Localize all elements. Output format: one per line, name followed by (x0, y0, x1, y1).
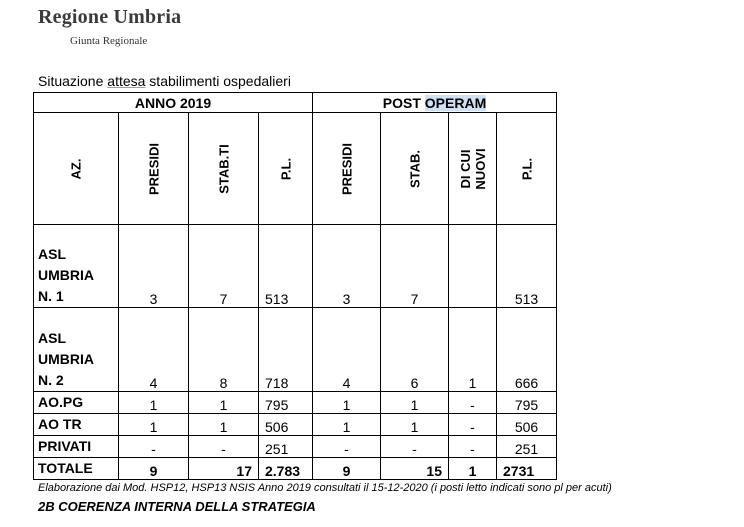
row-label (34, 225, 119, 308)
cell-stabti: - (189, 436, 259, 458)
row-label (34, 308, 119, 392)
cell-presidi-post: - (313, 436, 381, 458)
table-row-total (34, 458, 557, 480)
cell-stab-post: - (381, 436, 449, 458)
cell-pl-post: 506 (497, 414, 557, 436)
cell-stabti: 8 (189, 308, 259, 392)
table-row (34, 414, 557, 436)
col-stabti-label: STAB.TI (216, 143, 231, 194)
cell-stabti: 17 (189, 458, 259, 480)
hospital-table (33, 92, 557, 480)
table-title-part2: attesa (107, 73, 146, 89)
cell-presidi-post: 1 (313, 392, 381, 414)
table-row (34, 392, 557, 414)
cell-nuovi: - (449, 392, 497, 414)
cell-presidi-post: 3 (313, 225, 381, 308)
table-row (34, 308, 557, 392)
row-label-line1: ASL (38, 330, 66, 346)
section-title: 2B COERENZA INTERNA DELLA STRATEGIA (38, 499, 316, 514)
col-pl-label: P.L. (278, 157, 293, 180)
cell-presidi-post: 9 (313, 458, 381, 480)
col-dicui-nuovi (449, 113, 497, 225)
cell-pl-post: 251 (497, 436, 557, 458)
cell-pl-post: 2731 (497, 458, 557, 480)
org-name: Regione Umbria (38, 6, 182, 28)
cell-stabti: 1 (189, 392, 259, 414)
cell-nuovi (449, 225, 497, 308)
table-row (34, 436, 557, 458)
col-presidi-post-label: PRESIDI (339, 142, 354, 195)
cell-pl: 506 (259, 414, 313, 436)
cell-nuovi: 1 (449, 458, 497, 480)
cell-nuovi: - (449, 414, 497, 436)
cell-presidi-post: 1 (313, 414, 381, 436)
cell-pl-post: 795 (497, 392, 557, 414)
table-title (38, 73, 291, 89)
col-stab-post-label: STAB. (407, 149, 422, 188)
row-label-line2: UMBRIA (38, 267, 94, 283)
org-subtitle: Giunta Regionale (70, 35, 148, 47)
col-dicui-line1: DI CUI (457, 149, 473, 189)
cell-pl: 795 (259, 392, 313, 414)
col-dicui-line2: NUOVI (472, 147, 488, 190)
cell-presidi: 3 (119, 225, 189, 308)
col-stab-post (381, 113, 449, 225)
cell-stab-post: 1 (381, 414, 449, 436)
cell-presidi-post: 4 (313, 308, 381, 392)
group-post-part1: POST (382, 94, 425, 111)
cell-presidi: 1 (119, 414, 189, 436)
group-anno-2019: ANNO 2019 (34, 93, 313, 113)
cell-pl: 2.783 (259, 458, 313, 480)
cell-pl: 513 (259, 225, 313, 308)
row-label: AO TR (34, 414, 119, 436)
col-az (34, 113, 119, 225)
row-label-line3: N. 1 (38, 288, 64, 304)
cell-nuovi: - (449, 436, 497, 458)
row-label: TOTALE (34, 458, 119, 480)
table-row (34, 225, 557, 308)
cell-nuovi: 1 (449, 308, 497, 392)
cell-stabti: 7 (189, 225, 259, 308)
cell-stab-post: 6 (381, 308, 449, 392)
cell-pl-post: 513 (497, 225, 557, 308)
row-label-line3: N. 2 (38, 372, 64, 388)
cell-pl: 251 (259, 436, 313, 458)
col-presidi-post (313, 113, 381, 225)
row-label: AO.PG (34, 392, 119, 414)
col-dicui-nuovi-label (458, 148, 488, 189)
row-label: PRIVATI (34, 436, 119, 458)
cell-pl-post: 666 (497, 308, 557, 392)
col-pl-post (497, 113, 557, 225)
cell-stab-post: 15 (381, 458, 449, 480)
cell-presidi: 4 (119, 308, 189, 392)
col-presidi-label: PRESIDI (146, 142, 161, 195)
row-label-line2: UMBRIA (38, 351, 94, 367)
group-post-operam (313, 93, 557, 113)
cell-stabti: 1 (189, 414, 259, 436)
col-az-label: AZ. (68, 158, 84, 179)
col-stabti (189, 113, 259, 225)
group-post-part2: OPERAM (424, 94, 487, 111)
col-presidi (119, 113, 189, 225)
col-pl (259, 113, 313, 225)
row-label-line1: ASL (38, 246, 66, 262)
footnote: Elaborazione dai Mod. HSP12, HSP13 NSIS Anno 2019 consultati il 15-12-2020 (i posti letto indicati sono pl per acuti) (38, 482, 612, 494)
cell-pl: 718 (259, 308, 313, 392)
cell-presidi: 1 (119, 392, 189, 414)
cell-presidi: 9 (119, 458, 189, 480)
cell-stab-post: 7 (381, 225, 449, 308)
table-title-part3: stabilimenti ospedalieri (145, 73, 291, 89)
cell-stab-post: 1 (381, 392, 449, 414)
cell-presidi: - (119, 436, 189, 458)
col-pl-post-label: P.L. (519, 157, 534, 180)
table-title-part1: Situazione (38, 73, 108, 89)
